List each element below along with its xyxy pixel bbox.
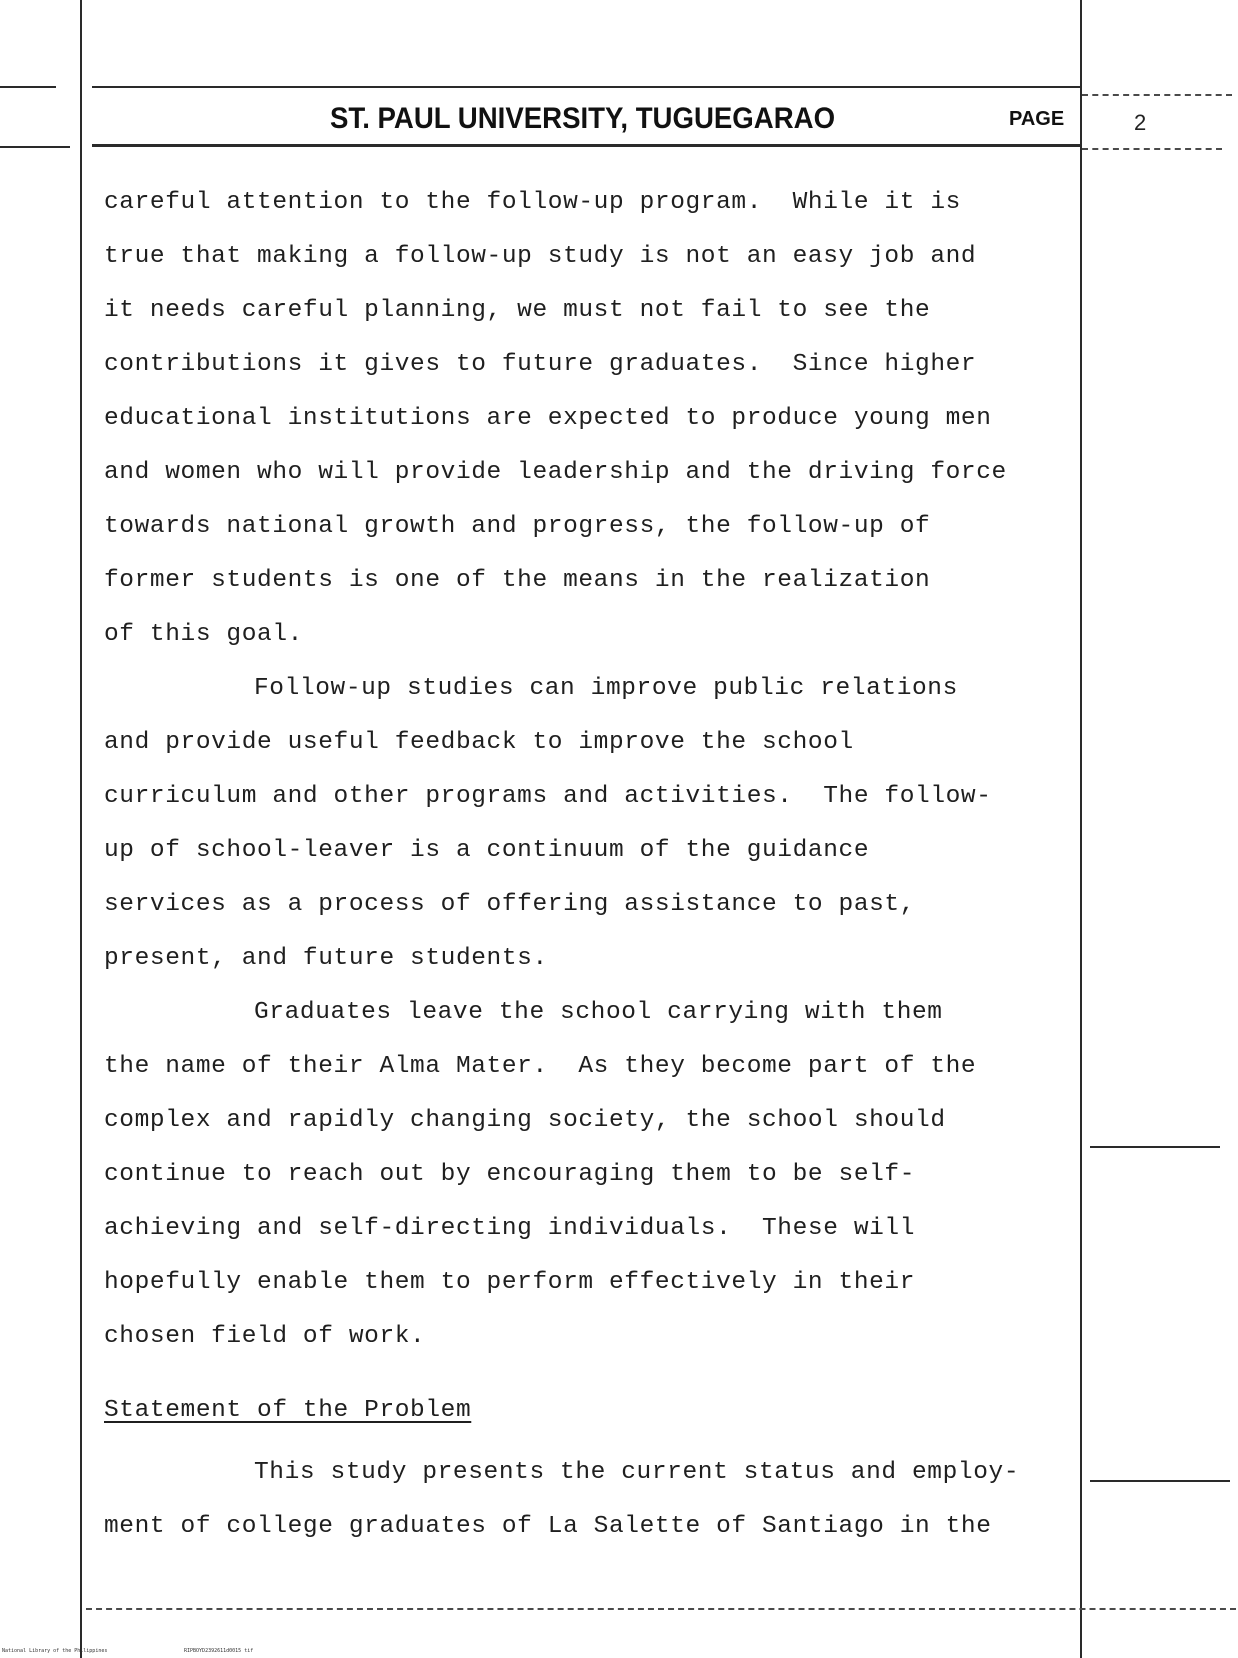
- paragraph-1: [104, 188, 1064, 674]
- paragraph-3: [104, 998, 1064, 1376]
- text-line: contributions it gives to future graduates. Since higher: [104, 351, 977, 378]
- left-margin-rule: [80, 0, 82, 1658]
- paragraph-4: [104, 1458, 1064, 1566]
- text-line: careful attention to the follow-up program. While it is: [104, 189, 961, 216]
- left-tab-line-2: [0, 146, 70, 148]
- text-line: ment of college graduates of La Salette of Santiago in the: [104, 1513, 992, 1540]
- document-body: [104, 188, 1064, 1566]
- page-number: 2: [1134, 110, 1147, 135]
- text-line: towards national growth and progress, the follow-up of: [104, 513, 931, 540]
- text-line: chosen field of work.: [104, 1323, 426, 1350]
- section-heading: Statement of the Problem: [104, 1397, 472, 1424]
- text-line: curriculum and other programs and activities. The follow-: [104, 783, 992, 810]
- text-line: hopefully enable them to perform effectively in their: [104, 1269, 916, 1296]
- footer-dashed-rule: [86, 1608, 1236, 1610]
- institution-title: ST. PAUL UNIVERSITY, TUGUEGARAO: [330, 102, 836, 135]
- text-line: it needs careful planning, we must not fail to see the: [104, 297, 931, 324]
- right-tab-line-top: [1082, 94, 1232, 96]
- paragraph-2: [104, 674, 1064, 998]
- text-line: of this goal.: [104, 621, 303, 648]
- text-line: complex and rapidly changing society, the school should: [104, 1107, 946, 1134]
- text-line: This study presents the current status and employ-: [254, 1459, 1020, 1486]
- library-note: National Library of the Philippines: [2, 1648, 108, 1654]
- text-line: achieving and self-directing individuals. These will: [104, 1215, 916, 1242]
- file-id: RIPBOYD2392611d0015 tif: [184, 1648, 254, 1654]
- right-tab-line-4: [1090, 1480, 1230, 1482]
- text-line: the name of their Alma Mater. As they become part of the: [104, 1053, 977, 1080]
- text-line: educational institutions are expected to produce young men: [104, 405, 992, 432]
- text-line: up of school-leaver is a continuum of the guidance: [104, 837, 870, 864]
- spacer: [104, 1450, 1064, 1458]
- text-line: Follow-up studies can improve public relations: [254, 675, 958, 702]
- text-line: services as a process of offering assistance to past,: [104, 891, 916, 918]
- header-bottom-rule: [92, 144, 1080, 147]
- text-line: present, and future students.: [104, 945, 548, 972]
- text-line: Graduates leave the school carrying with them: [254, 999, 943, 1026]
- right-tab-line-3: [1090, 1146, 1220, 1148]
- page-label: PAGE: [1009, 108, 1065, 130]
- text-line: and provide useful feedback to improve the school: [104, 729, 854, 756]
- right-tab-line-2: [1082, 148, 1222, 150]
- text-line: and women who will provide leadership and the driving force: [104, 459, 1007, 486]
- text-line: continue to reach out by encouraging them to be self-: [104, 1161, 916, 1188]
- left-tab-line-top: [0, 86, 56, 88]
- header-top-rule: [92, 86, 1080, 88]
- text-line: true that making a follow-up study is not an easy job and: [104, 243, 977, 270]
- right-margin-rule: [1080, 0, 1082, 1658]
- text-line: former students is one of the means in the realization: [104, 567, 931, 594]
